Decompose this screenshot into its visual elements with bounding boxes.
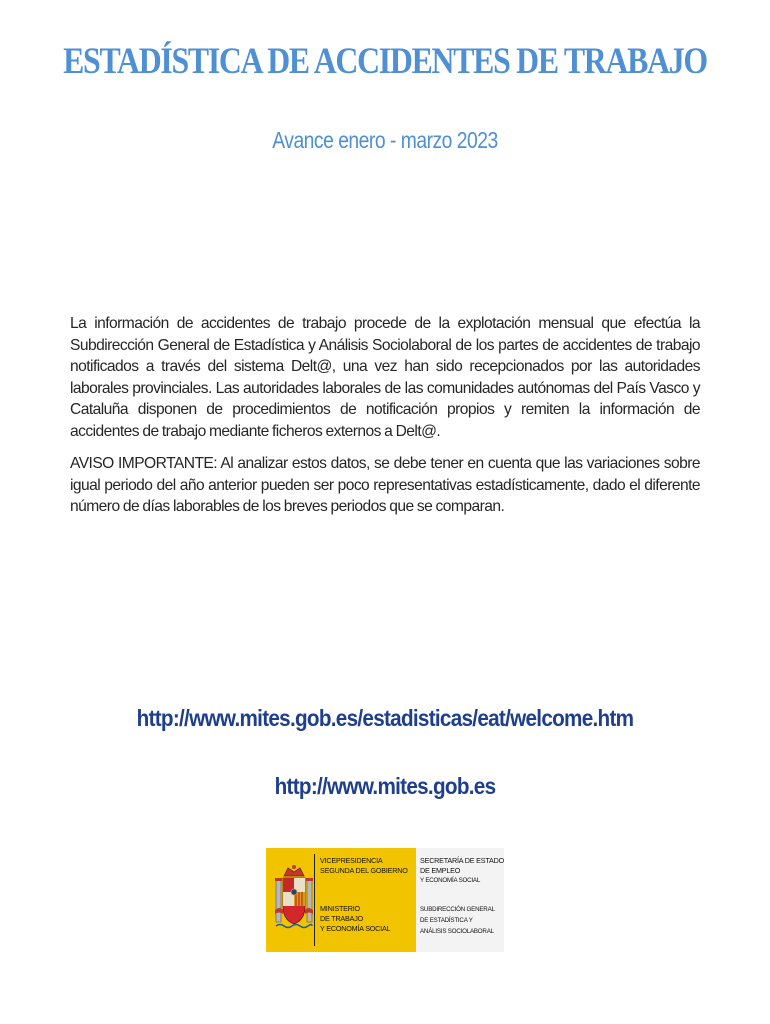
intro-paragraph: La información de accidentes de trabajo procede de la explotación mensual que efectúa la Subdirección General de Estadística y Análisis Sociolaboral de los partes de accidentes de trabajo notificados a través del sistema Delt@, una vez han sido recepcionados por las autoridades laborales provinciales. Las autoridades laborales de las comunidades autónomas del País Vasco y Cataluña disponen de procedimientos de notificación propios y remiten la información de accidentes de trabajo mediante ficheros externos a Delt@. [70,315,700,440]
page-title: ESTADÍSTICA DE ACCIDENTES DE TRABAJO [63,41,707,82]
logo-text-line: Y ECONOMÍA SOCIAL [420,877,481,884]
logo-text-line: SEGUNDA DEL GOBIERNO [320,866,408,875]
logo-ministerio-text [320,904,390,934]
ministry-logo [266,848,504,952]
logo-yellow-panel [266,848,416,952]
logo-text-line: ANÁLISIS SOCIOLABORAL [420,928,494,935]
notice-paragraph: AVISO IMPORTANTE: Al analizar estos datos, se debe tener en cuenta que las variaciones sobre igual periodo del año anterior pueden ser poco representativas estadísticamente, dado el diferente número de días laborables de los breves periodos que se comparan. [70,455,700,515]
statistics-link[interactable]: http://www.mites.gob.es/estadisticas/eat/welcome.htm [136,705,634,731]
logo-text-line: SECRETARÍA DE ESTADO [420,856,504,865]
page-subtitle: Avance enero - marzo 2023 [272,127,498,153]
logo-divider [314,854,315,946]
logo-text-line: Y ECONOMÍA SOCIAL [320,924,391,933]
logo-text-line: DE TRABAJO [320,914,363,923]
logo-text-line: MINISTERIO [320,904,360,913]
logo-secretaria-text [420,856,504,886]
logo-subdireccion-text [420,904,495,937]
logo-text-line: DE EMPLEO [420,866,461,875]
logo-grey-panel [416,848,504,952]
logo-text-line: DE ESTADÍSTICA Y [420,917,473,924]
coat-of-arms-icon [274,862,314,938]
logo-text-line: VICEPRESIDENCIA [320,856,383,865]
logo-vicepresidencia-text [320,856,408,876]
logo-text-line: SUBDIRECCIÓN GENERAL [420,906,495,913]
ministry-link[interactable]: http://www.mites.gob.es [274,773,496,799]
